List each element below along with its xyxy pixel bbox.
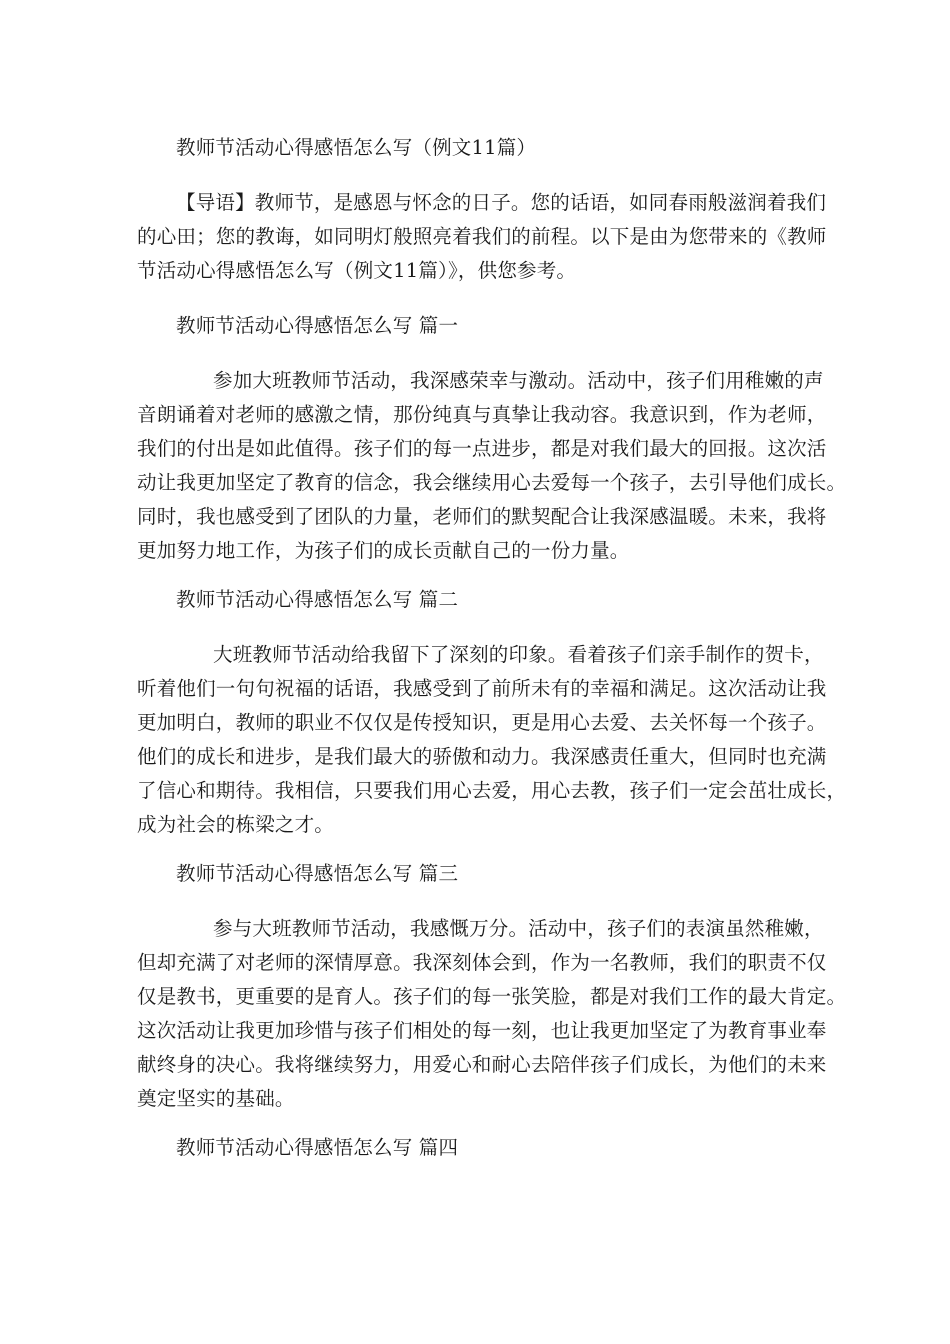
body-line: 同时，我也感受到了团队的力量，老师们的默契配合让我深感温暖。未来，我将 xyxy=(137,505,827,528)
intro-paragraph xyxy=(137,186,827,288)
body-line: 大班教师节活动给我留下了深刻的印象。看着孩子们亲手制作的贺卡， xyxy=(213,643,824,666)
body-line: 仅是教书，更重要的是育人。孩子们的每一张笑脸，都是对我们工作的最大肯定。 xyxy=(137,985,847,1008)
intro-line: 的心田；您的教诲，如同明灯般照亮着我们的前程。以下是由为您带来的《教师 xyxy=(137,225,827,248)
document-title: 教师节活动心得感悟怎么写（例文11篇） xyxy=(176,136,537,159)
body-line: 奠定坚实的基础。 xyxy=(137,1087,295,1110)
section-body-3 xyxy=(137,912,847,1116)
body-line: 参与大班教师节活动，我感慨万分。活动中，孩子们的表演虽然稚嫩， xyxy=(213,917,824,940)
body-line: 这次活动让我更加珍惜与孩子们相处的每一刻，也让我更加坚定了为教育事业奉 xyxy=(137,1019,827,1042)
body-line: 但却充满了对老师的深情厚意。我深刻体会到，作为一名教师，我们的职责不仅 xyxy=(137,951,827,974)
body-line: 献终身的决心。我将继续努力，用爱心和耐心去陪伴孩子们成长，为他们的未来 xyxy=(137,1053,827,1076)
intro-line: 节活动心得感悟怎么写（例文11篇）》，供您参考。 xyxy=(137,259,577,282)
section-body-1 xyxy=(137,364,847,568)
body-line: 参加大班教师节活动，我深感荣幸与激动。活动中，孩子们用稚嫩的声 xyxy=(213,369,824,392)
body-line: 音朗诵着对老师的感激之情，那份纯真与真挚让我动容。我意识到，作为老师， xyxy=(137,403,827,426)
body-line: 听着他们一句句祝福的话语，我感受到了前所未有的幸福和满足。这次活动让我 xyxy=(137,677,827,700)
intro-line: 【导语】教师节，是感恩与怀念的日子。您的话语，如同春雨般滋润着我们 xyxy=(176,191,827,214)
body-line: 他们的成长和进步，是我们最大的骄傲和动力。我深感责任重大，但同时也充满 xyxy=(137,745,827,768)
section-heading-2: 教师节活动心得感悟怎么写 篇二 xyxy=(176,588,459,611)
section-heading-4: 教师节活动心得感悟怎么写 篇四 xyxy=(176,1136,459,1159)
body-line: 我们的付出是如此值得。孩子们的每一点进步，都是对我们最大的回报。这次活 xyxy=(137,437,827,460)
body-line: 了信心和期待。我相信，只要我们用心去爱，用心去教，孩子们一定会茁壮成长， xyxy=(137,779,847,802)
section-heading-1: 教师节活动心得感悟怎么写 篇一 xyxy=(176,314,459,337)
section-heading-3: 教师节活动心得感悟怎么写 篇三 xyxy=(176,862,459,885)
body-line: 成为社会的栋梁之才。 xyxy=(137,813,335,836)
section-body-2 xyxy=(137,638,847,842)
body-line: 更加努力地工作，为孩子们的成长贡献自己的一份力量。 xyxy=(137,539,630,562)
body-line: 更加明白，教师的职业不仅仅是传授知识，更是用心去爱、去关怀每一个孩子。 xyxy=(137,711,827,734)
body-line: 动让我更加坚定了教育的信念，我会继续用心去爱每一个孩子，去引导他们成长。 xyxy=(137,471,847,494)
